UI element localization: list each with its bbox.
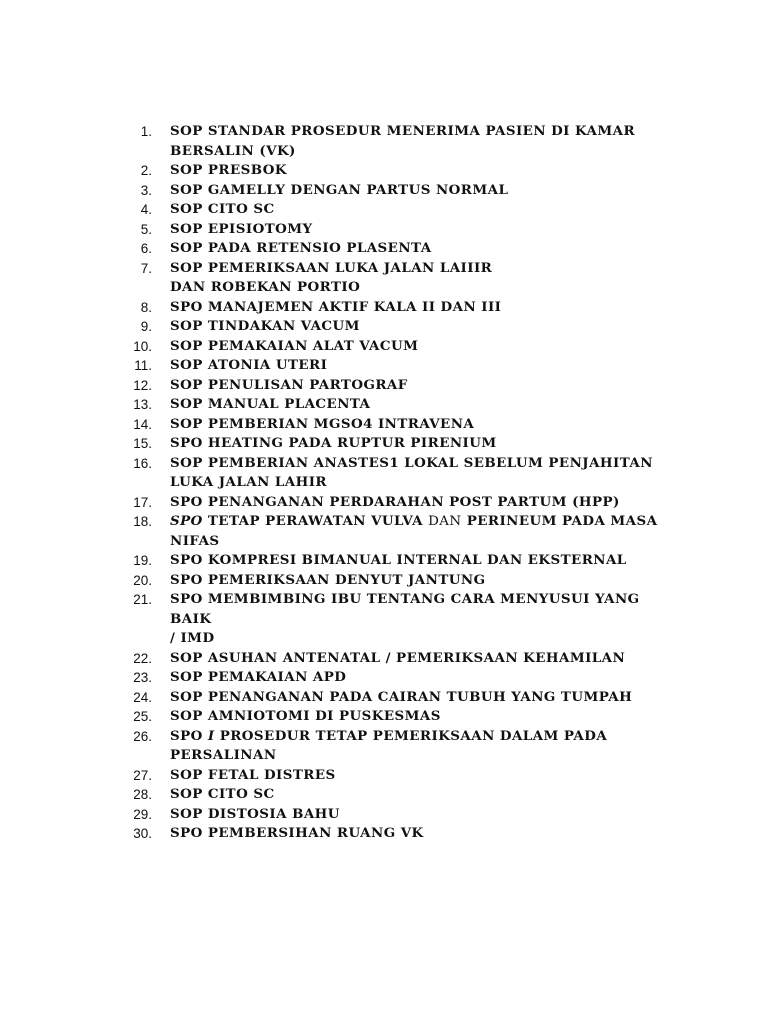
list-item — [116, 376, 676, 396]
item-title: SOP PRESBOK — [170, 162, 287, 178]
item-title-segment: I — [207, 727, 215, 744]
list-item — [116, 805, 676, 825]
item-title: SPO MEMBIMBING IBU TENTANG CARA MENYUSUI YANG BAIK / IMD — [170, 591, 640, 646]
item-number: 26. — [133, 728, 152, 744]
item-number: 24. — [133, 689, 152, 705]
item-title: SOP GAMELLY DENGAN PARTUS NORMAL — [170, 181, 509, 198]
list-item — [116, 434, 676, 454]
item-number: 6. — [140, 241, 152, 256]
item-title: SOP MANUAL PLACENTA — [170, 396, 371, 412]
list-item — [116, 707, 676, 727]
item-title: SOP PENANGANAN PADA CAIRAN TUBUH YANG TUMPAH — [170, 688, 633, 705]
item-title: SOP PENULISAN PARTOGRAF — [170, 376, 408, 393]
list-item — [116, 200, 676, 220]
list-item — [116, 220, 676, 240]
list-item — [116, 688, 676, 708]
item-title: SOP PEMAKAIAN APD — [170, 669, 347, 685]
item-title: SPO MANAJEMEN AKTIF KALA II DAN III — [170, 298, 502, 315]
item-title — [170, 727, 676, 766]
item-number: 28. — [133, 787, 152, 802]
list-item — [116, 824, 676, 844]
item-title: SOP EPISIOTOMY — [170, 220, 313, 237]
list-item — [116, 239, 676, 259]
item-number: 10. — [133, 338, 152, 354]
item-number: 12. — [133, 377, 152, 393]
item-title: SOP PEMAKAIAN ALAT VACUM — [170, 337, 419, 354]
list-item — [116, 571, 676, 591]
list-item — [116, 727, 676, 766]
item-title: SOP CITO SC — [170, 201, 275, 217]
list-item — [116, 649, 676, 669]
item-title: SOP PADA RETENSIO PLASENTA — [170, 240, 432, 256]
list-item — [116, 337, 676, 357]
item-number: 4. — [140, 202, 152, 217]
item-number: 18. — [133, 514, 152, 529]
item-title-segment: PROSEDUR TETAP PEMERIKSAAN DALAM PADA PERSALINAN — [170, 727, 608, 763]
list-item — [116, 454, 676, 493]
item-title-segment: TETAP PERAWATAN VULVA — [202, 513, 429, 529]
list-item — [116, 161, 676, 181]
item-title: SPO PEMERIKSAAN DENYUT JANTUNG — [170, 571, 486, 588]
item-number: 30. — [133, 826, 152, 841]
item-number: 9. — [140, 319, 152, 334]
list-item — [116, 395, 676, 415]
item-number: 19. — [133, 553, 152, 568]
list-item — [116, 590, 676, 649]
item-number: 23. — [133, 670, 152, 685]
item-number: 14. — [133, 416, 152, 432]
list-item — [116, 766, 676, 786]
item-title: SOP AMNIOTOMI DI PUSKESMAS — [170, 708, 441, 724]
item-title-segment: DAN — [428, 514, 462, 529]
item-number: 17. — [133, 494, 152, 510]
item-title-segment: SPO — [170, 513, 203, 529]
item-number: 13. — [133, 397, 152, 412]
item-title: SPO PENANGANAN PERDARAHAN POST PARTUM (HPP) — [170, 493, 620, 510]
list-item — [116, 122, 676, 161]
item-number: 16. — [133, 455, 152, 471]
item-title: SPO HEATING PADA RUPTUR PIRENIUM — [170, 435, 497, 451]
item-title: SOP ATONIA UTERI — [170, 357, 328, 373]
list-item — [116, 259, 676, 298]
item-title: SOP DISTOSIA BAHU — [170, 805, 340, 822]
list-item — [116, 317, 676, 337]
item-number: 20. — [133, 572, 152, 588]
item-title: SOP PEMBERIAN MGSO4 INTRAVENA — [170, 415, 475, 432]
list-item — [116, 668, 676, 688]
item-number: 27. — [133, 767, 152, 783]
list-item — [116, 785, 676, 805]
item-title: SOP FETAL DISTRES — [170, 766, 336, 783]
item-title: SPO PEMBERSIHAN RUANG VK — [170, 825, 424, 841]
item-number: 3. — [140, 182, 152, 198]
item-title: SOP ASUHAN ANTENATAL / PEMERIKSAAN KEHAMILAN — [170, 649, 626, 666]
list-item — [116, 298, 676, 318]
list-item — [116, 415, 676, 435]
list-item — [116, 493, 676, 513]
item-number: 7. — [140, 260, 152, 276]
item-title: SOP STANDAR PROSEDUR MENERIMA PASIEN DI KAMAR BERSALIN (VK) — [170, 123, 636, 159]
list-item — [116, 356, 676, 376]
item-title: SPO KOMPRESI BIMANUAL INTERNAL DAN EKSTERNAL — [170, 552, 627, 568]
item-number: 25. — [133, 709, 152, 724]
item-number: 5. — [140, 221, 152, 237]
list-item — [116, 551, 676, 571]
item-number: 2. — [140, 163, 152, 178]
item-number: 1. — [140, 124, 152, 139]
item-title-segment: SPO — [170, 727, 208, 744]
item-number: 15. — [133, 436, 152, 451]
item-number: 11. — [134, 358, 152, 373]
item-title-segment: PERINEUM PADA MASA NIFAS — [170, 513, 658, 549]
item-title: SOP PEMBERIAN ANASTES1 LOKAL SEBELUM PENJAHITAN LUKA JALAN LAHIR — [170, 454, 653, 490]
item-title: SOP TINDAKAN VACUM — [170, 318, 360, 334]
item-title: SOP PEMERIKSAAN LUKA JALAN LAIIIR DAN ROBEKAN PORTIO — [170, 259, 493, 295]
item-title: SOP CITO SC — [170, 786, 275, 802]
list-item — [116, 181, 676, 201]
list-item — [116, 512, 676, 551]
item-title — [170, 512, 676, 551]
item-number: 8. — [140, 299, 152, 315]
item-number: 22. — [133, 650, 152, 666]
item-number: 21. — [133, 592, 152, 607]
item-number: 29. — [133, 806, 152, 822]
sop-list — [116, 122, 676, 844]
